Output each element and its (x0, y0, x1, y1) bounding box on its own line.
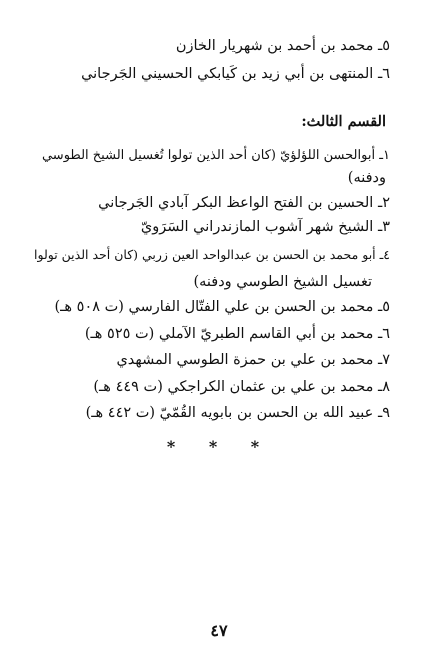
list-item-6b: ٦ـ محمد بن أبي القاسم الطبريّ الآملي (ت ٥٢٥ هـ) (84, 326, 390, 342)
list-item-5b: ٥ـ محمد بن الحسن بن علي الفتّال الفارسي (ت ٥٠٨ هـ) (54, 299, 390, 315)
section-heading: القسم الثالث: (301, 113, 386, 130)
section-separator: * * * (166, 437, 274, 456)
list-item-1-continuation: ودفنه) (347, 170, 386, 186)
list-item-4-continuation: تغسيل الشيخ الطوسي ودفنه) (193, 274, 372, 290)
list-item-2: ٢ـ الحسين بن الفتح الواعظ البكر آبادي الجَرجاني (98, 195, 390, 211)
list-item-5: ٥ـ محمد بن أحمد بن شهريار الخازن (175, 38, 390, 54)
list-item-7: ٧ـ محمد بن علي بن حمزة الطوسي المشهدي (116, 352, 390, 368)
page-number: ٤٧ (210, 621, 228, 640)
list-item-1: ١ـ أبوالحسن اللؤلؤيّ (كان أحد الذين تولوا تُغسيل الشيخ الطوسي (41, 148, 390, 163)
list-item-4: ٤ـ أبو محمد بن الحسن بن عبدالواحد العين زربي (كان أحد الذين تولوا (34, 247, 390, 262)
list-item-8: ٨ـ محمد بن علي بن عثمان الكراجكي (ت ٤٤٩ هـ) (93, 379, 390, 395)
list-item-6: ٦ـ المنتهى بن أبي زيد بن كَيابكي الحسيني الجَرجاني (81, 66, 390, 82)
list-item-3: ٣ـ الشيخ شهر آشوب المازندراني السَرَويّ (140, 219, 390, 235)
list-item-9: ٩ـ عبيد الله بن الحسن بن بابويه القُمّيّ (ت ٤٤٢ هـ) (85, 405, 390, 421)
